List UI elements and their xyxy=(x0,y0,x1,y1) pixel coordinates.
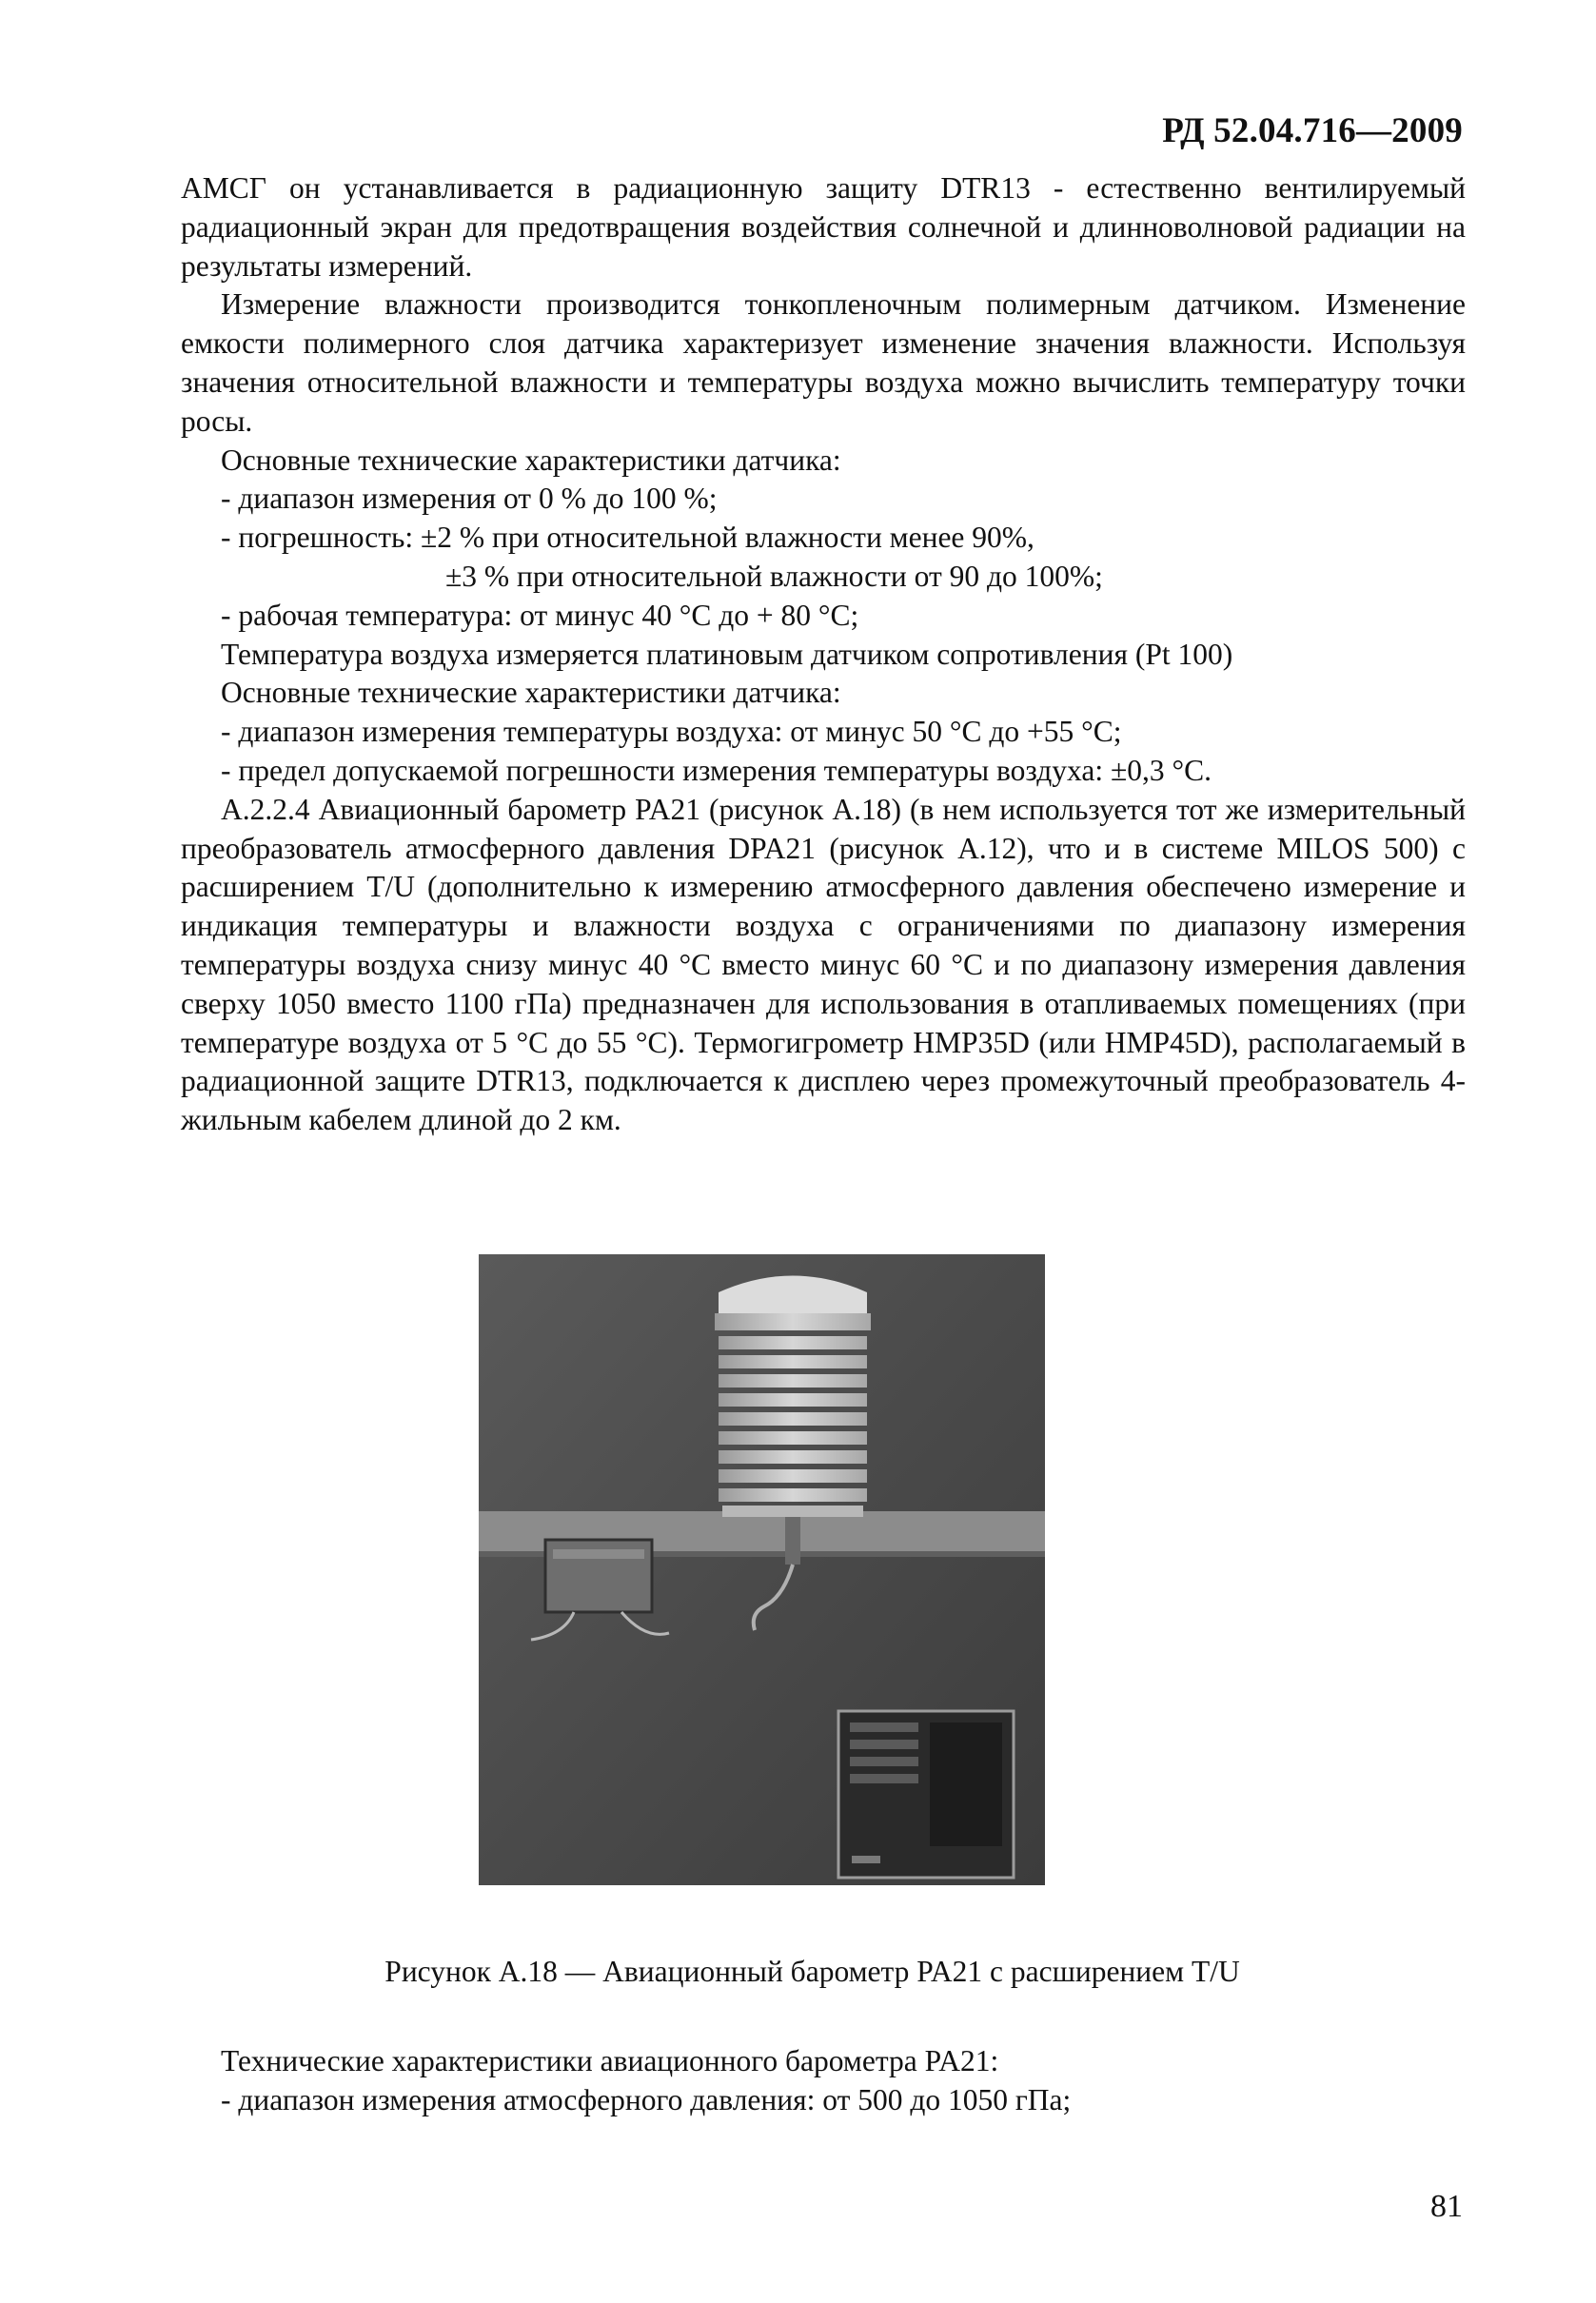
spec-title: Технические характеристики авиационного барометра PA21: xyxy=(221,2044,999,2077)
figure-caption: Рисунок А.18 — Авиационный барометр PA21 с расширением T/U xyxy=(384,1955,1240,1988)
spec-title: Основные технические характеристики датчика: xyxy=(221,676,841,710)
spec-item: - предел допускаемой погрешности измерения температуры воздуха: ±0,3 °С. xyxy=(221,753,1212,787)
barometer-display-unit xyxy=(838,1711,1014,1878)
spec-item: - диапазон измерения температуры воздуха: от минус 50 °С до +55 °С; xyxy=(221,715,1122,749)
sensor-line: Температура воздуха измеряется платиновым датчиком сопротивления (Pt 100) xyxy=(221,637,1233,671)
body-text xyxy=(181,169,1466,1140)
paragraph: А.2.2.4 Авиационный барометр PA21 (рисунок А.18) (в нем используется тот же измерительный преобразователь атмосферного давления DPA21 (рисунок А.12), что и в системе MILOS 500) с расширением T/U (дополнительно к измерению атмосферного давления обеспечено измерение и индикация температуры и влажности воздуха с ограничениями по диапазону измерения температуры воздуха снизу минус 40 °С вместо минус 60 °С и по диапазону измерения давления сверху 1050 вместо 1100 гПа) предназначен для использования в отапливаемых помещениях (при температуре воздуха от 5 °С до 55 °С). Термогигрометр HMP35D (или HMP45D), располагаемый в радиационной защите DTR13, подключается к дисплею через промежуточный преобразователь 4-жильным кабелем длиной до 2 км. xyxy=(181,792,1466,1137)
barometer-photo xyxy=(479,1254,1045,1885)
document-code: РД 52.04.716—2009 xyxy=(1162,111,1463,150)
paragraph: АМСГ он устанавливается в радиационную защиту DTR13 - естественно вентилируемый радиационный экран для предотвращения воздействия солнечной и длинноволновой радиации на результаты измерений. xyxy=(181,171,1466,283)
spec-item: - погрешность: ±2 % при относительной влажности менее 90%, xyxy=(221,521,1034,555)
after-figure-text xyxy=(221,2042,1458,2120)
page-number: 81 xyxy=(1430,2189,1463,2224)
spec-item: - диапазон измерения атмосферного давления: от 500 до 1050 гПа; xyxy=(221,2082,1072,2116)
spec-item: - диапазон измерения от 0 % до 100 %; xyxy=(221,482,718,516)
barometer-photo-drawing xyxy=(479,1254,1045,1885)
spec-item: ±3 % при относительной влажности от 90 до 100%; xyxy=(445,559,1103,593)
spec-item: - рабочая температура: от минус 40 °С до + 80 °С; xyxy=(221,598,859,632)
spec-title: Основные технические характеристики датчика: xyxy=(221,443,841,477)
paragraph: Измерение влажности производится тонкопленочным полимерным датчиком. Изменение емкости полимерного слоя датчика характеризует изменение значения влажности. Используя значения относительной влажности и температуры воздуха можно вычислить температуру точки росы. xyxy=(181,287,1466,438)
